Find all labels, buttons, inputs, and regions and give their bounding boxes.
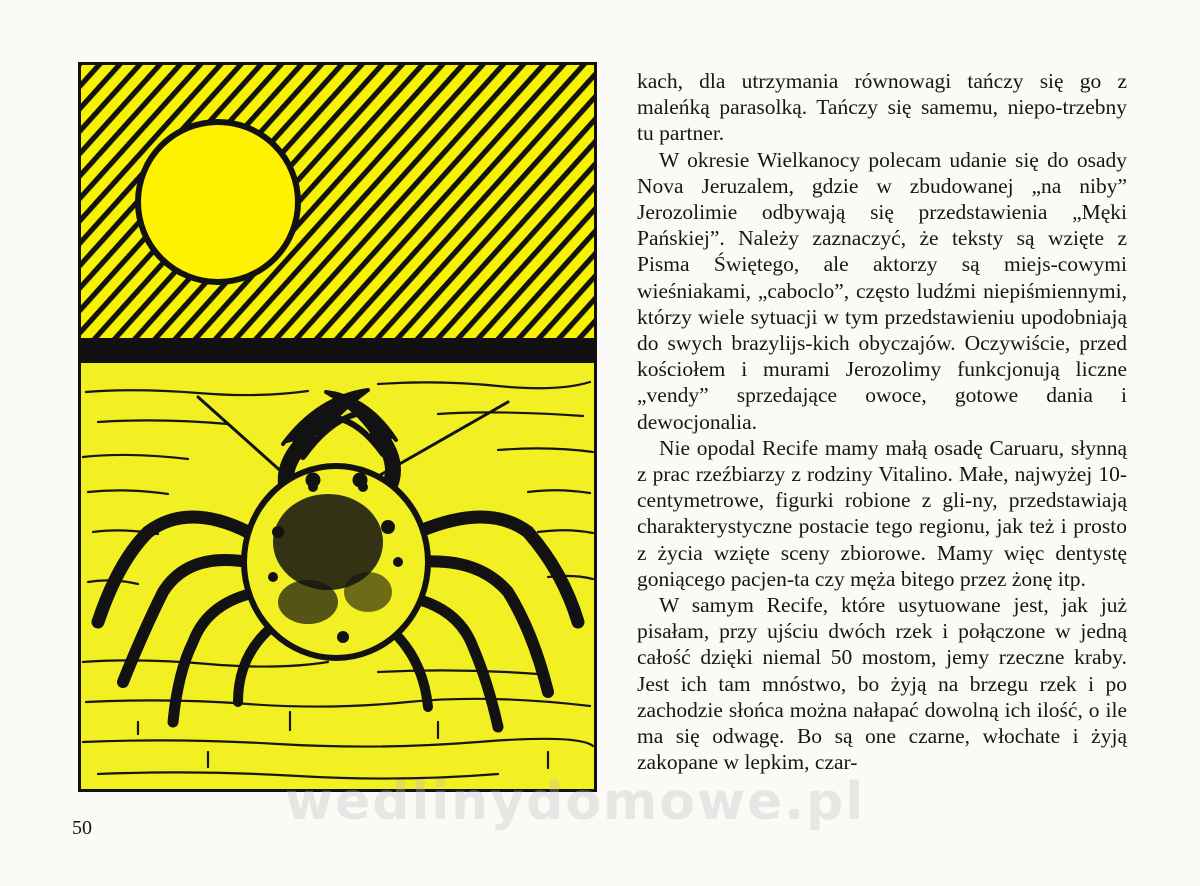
- paragraph-2: W okresie Wielkanocy polecam udanie się do osady Nova Jeruzalem, gdzie w zbudowanej „na niby” Jerozolimie odbywają się przedstawienia „Męki Pańskiej”. Należy zaznaczyć, że teksty są wzięte z Pisma Świętego, ale aktorzy są miejs-cowymi wieśniakami, „caboclo”, często ludźmi niepiśmiennymi, którzy wiele sytuacji w tym przedstawieniu upodobniają do swych brazylijs-kich obyczajów. Oczywiście, przed kościołem i murami Jerozolimy funkcjonują liczne „vendy” sprzedające owoce, gotowe dania i dewocjonalia.: [637, 147, 1127, 434]
- horizon-band: [78, 338, 597, 363]
- page-number: 50: [72, 817, 92, 839]
- watermark: wedlinydomowe.pl: [285, 772, 866, 832]
- paragraph-4: W samym Recife, które usytuowane jest, jak już pisałam, przy ujściu dwóch rzek i połączone w jedną całość dzięki niemal 50 mostom, jemy rzeczne kraby. Jest ich tam mnóstwo, bo żyją na brzegu rzek i po zachodzie słońca można nałapać dowolną ich ilość, o ile ma się odwagę. Bo są one czarne, włochate i żyją zakopane w lepkim, czar-: [637, 593, 1127, 775]
- crab-illustration-art: [78, 62, 597, 792]
- paragraph-3: Nie opodal Recife mamy małą osadę Caruaru, słynną z prac rzeźbiarzy z rodziny Vitalino. Małe, najwyżej 10-centymetrowe, figurki robione z gli-ny, przedstawiają charakterystyczne postacie tego regionu, jak też i prosto z życia wzięte sceny zbiorowe. Mamy więc dentystę goniącego pacjen-ta czy męża bitego przez żonę itp.: [637, 435, 1127, 591]
- paragraph-1: kach, dla utrzymania równowagi tańczy się go z maleńką parasolką. Tańczy się samemu, niepo-trzebny tu partner.: [637, 69, 1127, 146]
- crab-illustration: [78, 62, 597, 792]
- sun: [138, 122, 298, 282]
- body-text-column: [637, 68, 1127, 775]
